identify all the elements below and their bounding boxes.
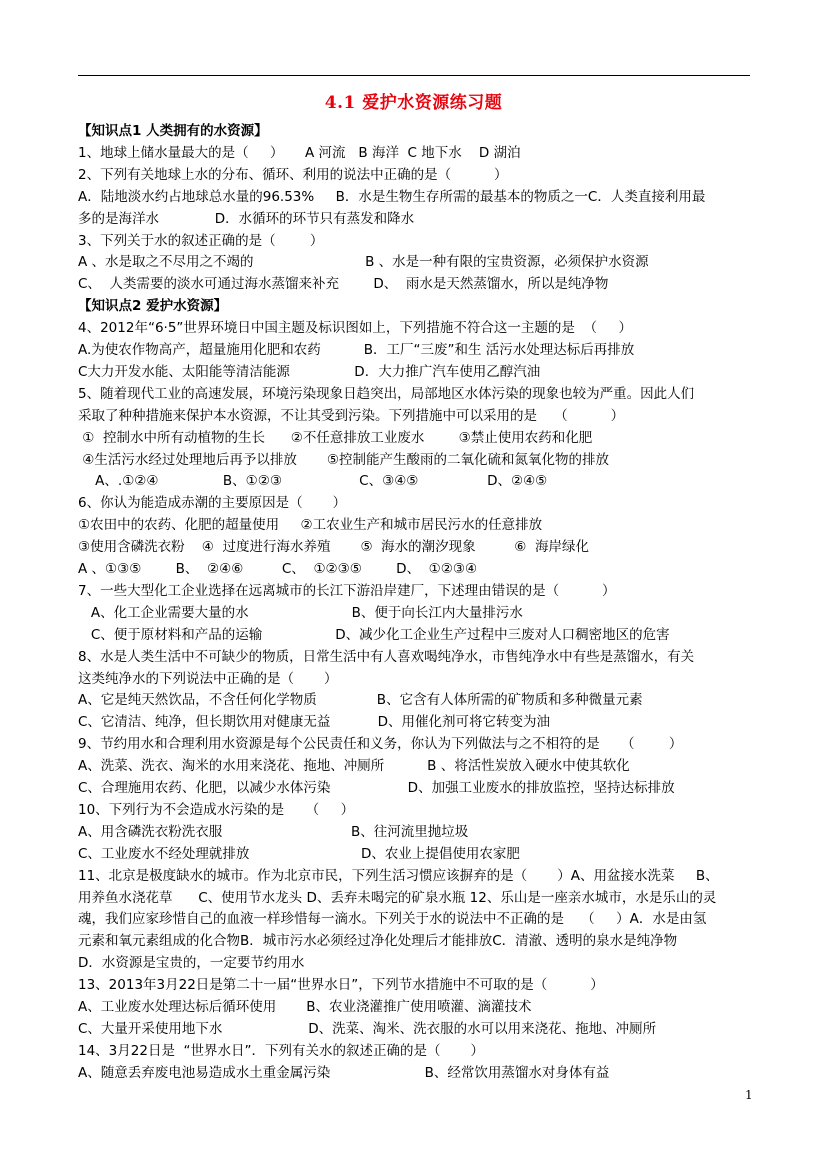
text-line: C、工业废水不经处理就排放 D、农业上提倡使用农家肥 (78, 845, 520, 862)
text-line: ① 控制水中所有动植物的生长 ②不任意排放工业废水 ③禁止使用农药和化肥 (78, 429, 593, 446)
text-line: 8、水是人类生活中不可缺少的物质，日常生活中有人喜欢喝纯净水，市售纯净水中有些是蒸馏水，有关 (78, 648, 695, 665)
text-line: A、用含磷洗衣粉洗衣服 B、往河流里抛垃圾 (78, 823, 469, 840)
text-line: ④生活污水经过处理地后再予以排放 ⑤控制能产生酸雨的二氧化硫和氮氧化物的排放 (78, 451, 610, 468)
text-line: A 、水是取之不尽用之不竭的 B 、水是一种有限的宝贵资源，必须保护水资源 (78, 254, 649, 271)
text-line: A、.①②④ B、①②③ C、③④⑤ D、②④⑤ (78, 473, 548, 490)
text-line: 3、下列关于水的叙述正确的是（ ） (78, 232, 324, 249)
text-line: ③使用含磷洗衣粉 ④ 过度进行海水养殖 ⑤ 海水的潮汐现象 ⑥ 海岸绿化 (78, 539, 589, 556)
text-line: 2、下列有关地球上水的分布、循环、利用的说法中正确的是（ ） (78, 166, 508, 183)
text-line: 6、你认为能造成赤潮的主要原因是（ ） (78, 495, 347, 512)
text-line: C大力开发水能、太阳能等清洁能源 D．大力推广汽车使用乙醇汽油 (78, 363, 541, 380)
text-line: 11、北京是极度缺水的城市。作为北京市民，下列生活习惯应该摒弃的是（ ）A、用盆接水洗菜 B、 (78, 867, 719, 884)
page-title: 4.1 爱护水资源练习题 (324, 93, 503, 113)
text-line: 13、2013年3月22日是第二十一届“世界水日”，下列节水措施中不可取的是（ ） (78, 977, 604, 994)
text-line: C、 人类需要的淡水可通过海水蒸馏来补充 D、 雨水是天然蒸馏水，所以是纯净物 (78, 276, 609, 293)
page-number: 1 (745, 1088, 753, 1102)
text-line: A、随意丢弃废电池易造成水土重金属污染 B、经常饮用蒸馏水对身体有益 (78, 1064, 610, 1081)
text-line: 这类纯净水的下列说法中正确的是（ ） (78, 670, 338, 687)
text-line: 用养鱼水浇花草 C、使用节水龙头 D、丢弃未喝完的矿泉水瓶 12、乐山是一座亲水城市，水是乐山的灵 (78, 889, 717, 906)
text-line: C、合理施用农药、化肥，以减少水体污染 D、加强工业废水的排放监控，坚持达标排放 (78, 780, 675, 796)
section-heading: 【知识点1 人类拥有的水资源】 (78, 123, 268, 139)
text-line: C、便于原材料和产品的运输 D、减少化工企业生产过程中三废对人口稠密地区的危害 (78, 626, 670, 643)
text-line: A.为使农作物高产，超量施用化肥和农药 B．工厂“三废”和生 活污水处理达标后再排放 (78, 342, 635, 358)
text-line: A、工业废水处理达标后循环使用 B、农业浇灌推广使用喷灌、滴灌技术 (78, 999, 532, 1015)
text-line: 4、2012年“6·5”世界环境日中国主题及标识图如上，下列措施不符合这一主题的是 （ ） (78, 320, 632, 337)
section-heading: 【知识点2 爱护水资源】 (78, 298, 228, 315)
text-line: 7、一些大型化工企业选择在远离城市的长江下游沿岸建厂，下述理由错误的是（ ） (78, 582, 616, 599)
text-line: A、它是纯天然饮品，不含任何化学物质 B、它含有人体所需的矿物质和多种微量元素 (78, 692, 643, 709)
text-line: D．水资源是宝贵的，一定要节约用水 (78, 955, 305, 972)
text-line: ①农田中的农药、化肥的超量使用 ②工农业生产和城市居民污水的任意排放 (78, 517, 543, 534)
text-line: 多的是海洋水 D．水循环的环节只有蒸发和降水 (78, 210, 415, 227)
text-line: 9、节约用水和合理利用水资源是每个公民责任和义务，你认为下列做法与之不相符的是 （ ） (78, 736, 683, 753)
text-line: 1、地球上储水量最大的是（ ） A 河流 B 海洋 C 地下水 D 湖泊 (78, 144, 521, 161)
text-line: A．陆地淡水约占地球总水量的96.53% B．水是生物生存所需的最基本的物质之一C．人类直接利用最 (78, 188, 706, 205)
text-line: 采取了种种措施来保护本水资源，不让其受到污染。下列措施中可以采用的是 （ ） (78, 407, 625, 424)
text-line: C、它清洁、纯净，但长期饮用对健康无益 D、用催化剂可将它转变为油 (78, 714, 551, 731)
text-line: 5、随着现代工业的高速发展，环境污染现象日趋突出，局部地区水体污染的现象也较为严重。因此人们 (78, 385, 695, 402)
text-line: 元素和氧元素组成的化合物B．城市污水必须经过净化处理后才能排放C．清澈、透明的泉水是纯净物 (78, 933, 678, 950)
text-line: A、化工企业需要大量的水 B、便于向长江内大量排污水 (78, 604, 523, 621)
text-line: 14、3月22日是 “世界水日”．下列有关水的叙述正确的是（ ） (78, 1042, 485, 1059)
header-rule (78, 75, 750, 76)
text-line: 10、下列行为不会造成水污染的是 （ ） (78, 801, 355, 818)
text-line: C、大量开采使用地下水 D、洗菜、淘米、洗衣服的水可以用来浇花、拖地、冲厕所 (78, 1020, 657, 1037)
text-line: A、洗菜、洗衣、淘米的水用来浇花、拖地、冲厕所 B 、将活性炭放入硬水中使其软化 (78, 758, 630, 775)
text-line: A 、①③⑤ B、 ②④⑥ C、 ①②③⑤ D、 ①②③④ (78, 561, 478, 577)
text-line: 魂，我们应家珍惜自己的血液一样珍惜每一滴水。下列关于水的说法中不正确的是 （ ）A．水是由氢 (78, 911, 707, 928)
